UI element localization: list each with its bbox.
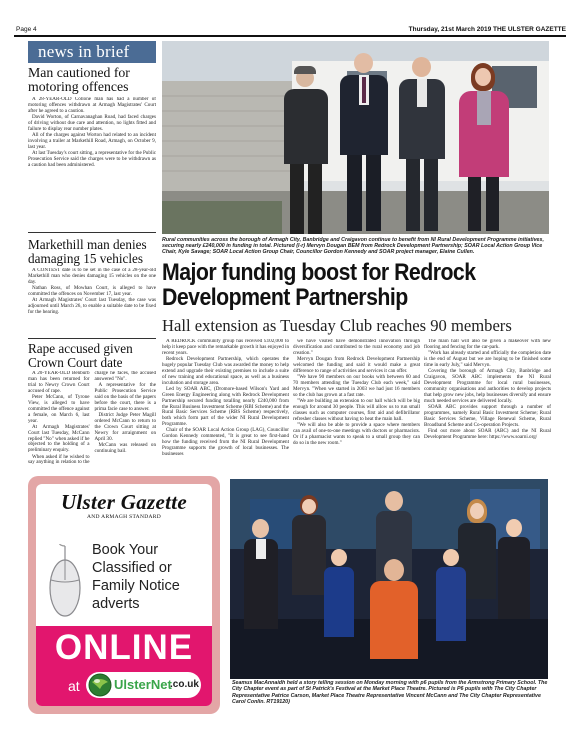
lead-column-1: [162, 339, 289, 471]
lead-para: SOAR ABC provides support through a number of programmes, namely Rural Basic Investment Scheme; Rural Basic Services Scheme, Village Renewal Scheme, Rural Broadband Scheme and Co-operation Projects.: [424, 403, 551, 428]
brief-1-para: All of the charges against Worton had related to an incident involving a trailer at Markethill Road, Armagh, on October 9, last year.: [28, 132, 156, 150]
brief-headline-2: Markethill man denies damaging 15 vehicles: [28, 237, 147, 266]
person-figure: [284, 69, 328, 234]
lead-photo-caption: Rural communities across the borough of Armagh City, Banbridge and Craigavon continue to benefit from NI Rural Development Programme initiatives, securing nearly £240,000 in funding in total. Pictured (l-r) Mervyn Dougan BEM from Redrock Development Partnership; SOAR Local Action Group Vice Chair, Kyle Savage; SOAR Local Action Group Chair, Councillor Gordon Kennedy and SOAR project manager, Elaine Cullen.: [162, 237, 544, 256]
school-photo-caption: Seamus MacAnnaidh held a story telling session on Monday morning with p6 pupils from the Armstrong Primary School. The City Chapter event as part of St Patrick's Festival at the Market Place Theatre. Pictured is P6 pupils with The City Chapter Representative Patrice Carson, Market Place Theatre Representative Vincent McCann and The City Chapter Representative Carol Conlin. RT19120): [232, 680, 548, 705]
brief-1-para: A 28-YEAR-OLD Collone man has had a number of motoring offences withdrawn at Armagh Magistrates' Court after he agreed to a caution.: [28, 97, 156, 114]
brief-headline-3: Rape accused given Crown Court date: [28, 341, 133, 370]
lead-headline: Major funding boost for Redrock Development Partnership: [162, 259, 476, 311]
lead-para: Chair of the SOAR Local Action Group (LAG), Councillor Gordon Kennedy commented, "It is great to see first-hand how the funding received from the NI Rural Development Programme supports the growth of local businesses. The businesses: [162, 427, 289, 458]
brief-3-para: When asked if he wished to say anything in relation to the charge he faces, the accused answered "No".: [28, 371, 156, 466]
computer-mouse-icon: [48, 544, 82, 620]
lead-para: Mervyn Dougan from Redrock Development Partnership welcomed the funding and said it would make a great difference to range of activities and services it can offer.: [293, 356, 420, 374]
lead-para: "Work has already started and officially the completion date is the end of August but we are hoping to be finished some time in early July," said Mervyn.: [424, 350, 551, 368]
brief-body-3: [28, 371, 156, 471]
lead-para: "We will also be able to provide a space where members can avail of one-to-one meetings with doctors or pharmacists. Or if a pharmacist wants to speak to a small group they can do so in the new room.": [293, 421, 420, 446]
advert-line: Classified or: [92, 560, 172, 576]
brief-3-para: A 20-YEAR-OLD Benburb man has been returned for trial to Newry Crown Court accused of rape.: [28, 371, 90, 394]
brief-divider: [28, 232, 156, 233]
lead-para: "We have 90 members on our books with between 60 and 70 members attending the Tuesday Club each week," said Mervyn. "When we started in 2003 we had just 16 members so the club has grown at a fast rate.: [293, 374, 420, 398]
person-figure: [324, 549, 354, 679]
advert-line: Family Notice: [92, 578, 180, 594]
advert-line: Book Your: [92, 542, 159, 558]
classified-advert[interactable]: [28, 476, 220, 714]
lead-para: "We are building an extension to our hall which will be big enough for around 30 people. This will allow us to run small classes such as computer courses, first aid and defibrillator refresher classes without having to heat the main hall.: [293, 397, 420, 422]
brief-3-para: Peter McCann, of Tyrone View, is alleged to have committed the offence against a female, on March 6, last year.: [28, 393, 90, 424]
advert-brand-suffix: .co.uk: [170, 679, 199, 690]
advert-brand-pill[interactable]: [86, 672, 201, 698]
dateline: Thursday, 21st March 2019 THE ULSTER GAZETTE: [408, 26, 566, 33]
brief-1-para: David Worton, of Carnavanaghan Road, had faced charges of driving without due care and attention, no lights fitted and failure to display rear number plates.: [28, 114, 156, 132]
globe-icon: [88, 673, 112, 697]
advert-inner-panel: [36, 484, 212, 706]
lead-para: Redrock Development Partnership, which operates the hugely popular Tuesday Club was awarded the money to help extend and upgrade their existing premises to include a suite of new training and educational space, as well as a business incubation and storage area.: [162, 356, 289, 386]
lead-para: Covering the borough of Armagh City, Banbridge and Craigavon, SOAR ABC implements the NI Rural Development Programme for local rural businesses, community organisations and authorities to develop projects that help grow new jobs, help businesses diversify and ensure much needed services are delivered locally.: [424, 368, 551, 404]
brief-body-2: [28, 268, 156, 332]
advert-masthead: Ulster Gazette: [60, 490, 188, 514]
person-figure: [436, 549, 466, 679]
advert-online-text: ONLINE: [54, 628, 194, 667]
advert-at-text: at: [68, 678, 80, 694]
brief-2-para: A CONTEST date is to be set in the case of a 28-year-old Markethill man who denies damaging 15 vehicles on the one day.: [28, 268, 156, 285]
person-figure: [292, 495, 326, 645]
brief-divider: [28, 338, 156, 339]
brief-body-1: [28, 97, 156, 217]
person-figure: [459, 63, 509, 233]
lead-para: Led by SOAR ABC, (Dromore-based Wilson's Yard and Green Energy Engineering along with Redrock Development Partnership secured funding totalling nearly £240,000 from the Rural Business Investment Scheme (RBI Scheme) and the Rural Basic Services Scheme (RBS Scheme) respectively, both which form part of the wider NI Rural Development Programme.: [162, 385, 289, 428]
lead-para: Find out more about SOAR (ABC) and the NI Rural Development Programme here: https://www.soarni.org/: [424, 427, 551, 440]
brief-3-para: At Armagh Magistrates' Court last Tuesday, McCann replied "No" when asked if he objected to the holding of a preliminary enquiry.: [28, 423, 90, 454]
brief-headline-1: Man cautioned for motoring offences: [28, 65, 130, 94]
advert-brand-main: UlsterNet: [114, 677, 172, 692]
person-figure: [498, 519, 530, 679]
brief-1-para: At last Tuesday's court sitting, a representative for the Public Prosecution Service said the charges were to be withdrawn as a caution had been administered.: [28, 150, 156, 168]
lead-column-3: [424, 339, 551, 471]
brief-2-para: Nathan Ross, of Mowhan Court, is alleged to have committed the offences on November 17, last year.: [28, 285, 156, 297]
advert-online-band: [36, 626, 212, 706]
brief-3-para: District Judge Peter Magill ordered McCann to return to the Crown Court sitting at Newry for arraignment on April 30.: [94, 411, 156, 442]
advert-line: adverts: [92, 596, 140, 612]
news-in-brief-label: news in brief: [38, 42, 130, 61]
lead-photo: [162, 41, 549, 234]
lead-para: The main hall will also be given a makeover with new flooring and fencing for the car-park.: [424, 339, 551, 350]
lead-column-2: [293, 339, 420, 471]
page-number: Page 4: [16, 26, 37, 33]
school-photo: [230, 479, 548, 679]
advert-masthead-sub: AND ARMAGH STANDARD: [86, 514, 161, 520]
person-figure: [370, 559, 418, 679]
person-figure: [399, 57, 445, 233]
person-figure: [340, 53, 388, 233]
brief-2-para: At Armagh Magistrates' Court last Tuesday, the case was adjourned until March 26, to enable a suitable date to be fixed for the hearing.: [28, 297, 156, 315]
lead-para: we have visited have demonstrated innovation through diversification and contributed to the rural economy and job creation.": [293, 339, 420, 356]
lead-subhead: Hall extension as Tuesday Club reaches 90 members: [162, 316, 512, 335]
brief-3-para: McCann was released on continuing bail.: [94, 441, 156, 454]
lead-para: A REDROCK community group has received £102,000 to help it keep pace with the remarkable growth it has enjoyed in recent years.: [162, 339, 289, 356]
header-rule: [14, 35, 566, 37]
brief-3-para: A representative for the Public Prosecution Service said on the basis of the papers before the court, there is a prima facie case to answer.: [94, 382, 156, 412]
person-figure: [244, 519, 278, 679]
